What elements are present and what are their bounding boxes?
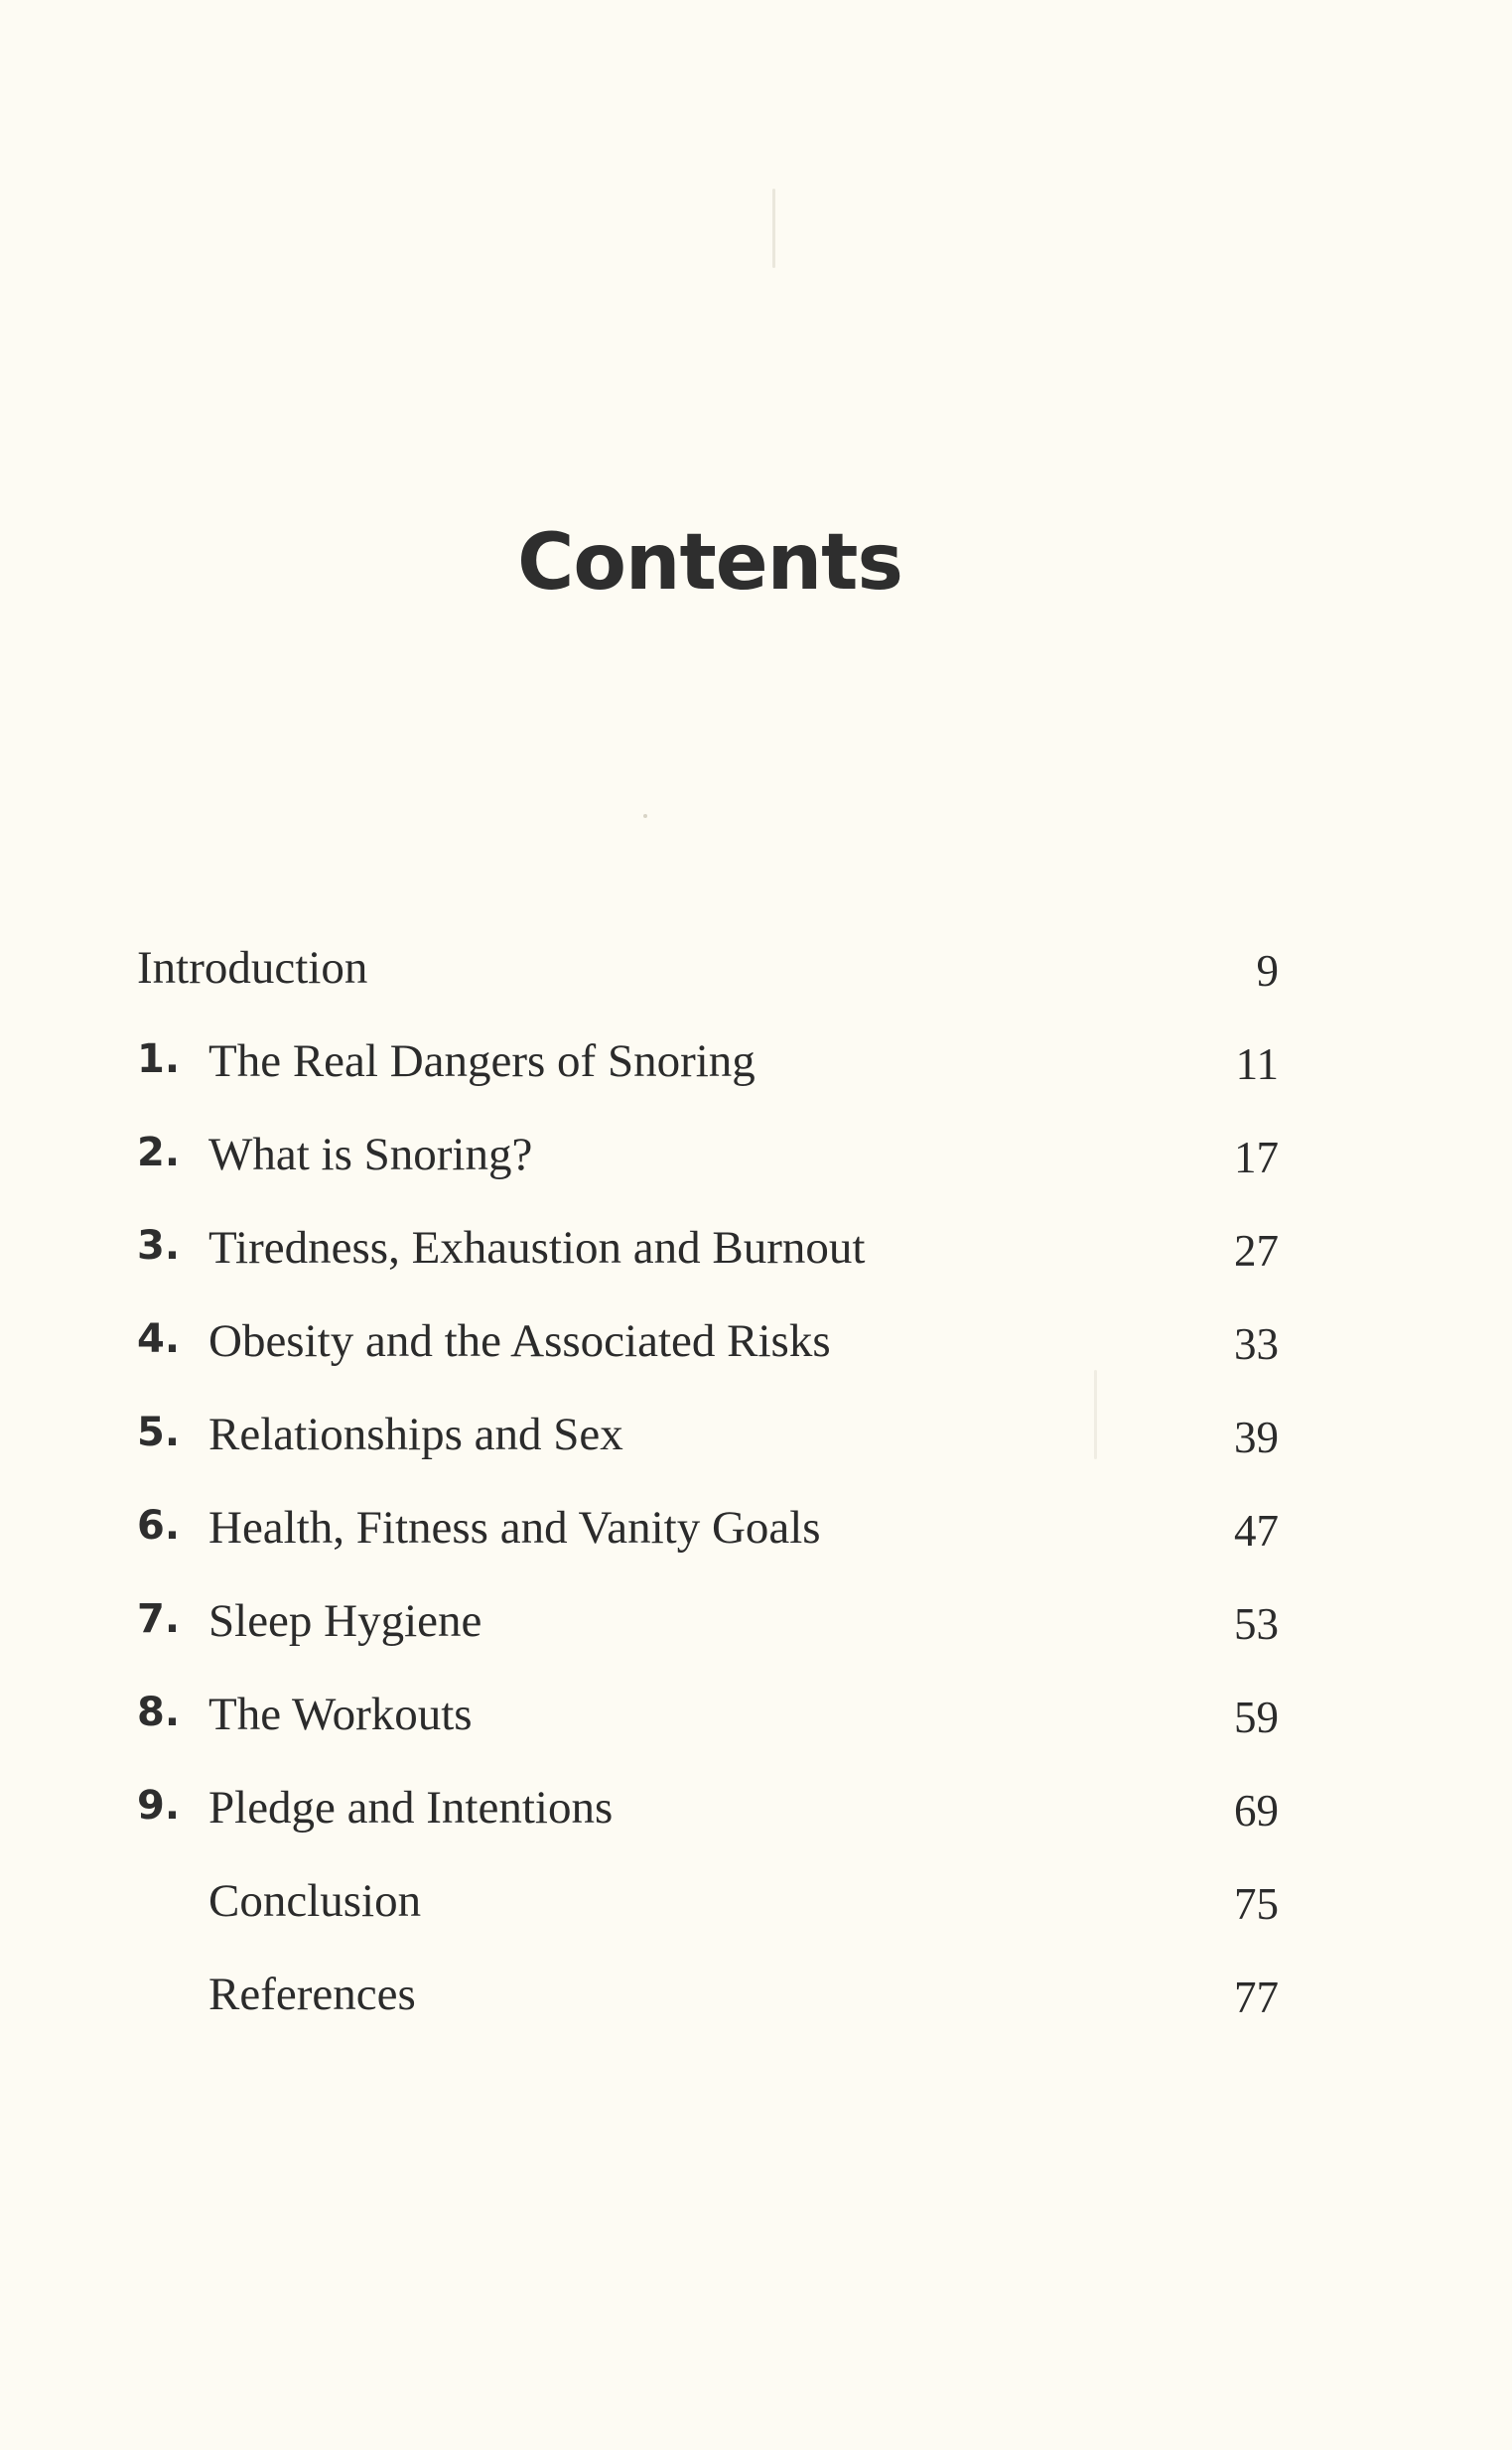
- toc-entry-references[interactable]: [137, 1960, 1279, 2053]
- toc-entry-label: References: [208, 1969, 416, 2020]
- toc-page-number: 77: [1234, 1973, 1279, 2022]
- toc-chapter-number: 5.: [137, 1410, 181, 1455]
- toc-entry-label: Relationships and Sex: [208, 1409, 623, 1460]
- toc-chapter-number: 8.: [137, 1690, 181, 1735]
- toc-chapter-number: 7.: [137, 1596, 181, 1642]
- toc-entry-conclusion[interactable]: [137, 1866, 1279, 1960]
- toc-entry-label: Health, Fitness and Vanity Goals: [208, 1502, 821, 1554]
- toc-entry-label: Conclusion: [208, 1875, 422, 1927]
- toc-page-number: 27: [1234, 1226, 1279, 1276]
- toc-chapter-number: 4.: [137, 1316, 181, 1362]
- toc-entry-chapter-8[interactable]: [137, 1680, 1279, 1773]
- toc-entry-label: Tiredness, Exhaustion and Burnout: [208, 1222, 866, 1274]
- toc-entry-chapter-4[interactable]: [137, 1306, 1279, 1400]
- toc-page-number: 59: [1234, 1693, 1279, 1742]
- toc-chapter-number: 1.: [137, 1036, 181, 1082]
- paper-speck: [643, 814, 647, 818]
- toc-page-number: 33: [1234, 1319, 1279, 1369]
- table-of-contents: [137, 933, 1279, 2053]
- toc-page-number: 75: [1234, 1879, 1279, 1929]
- toc-page-number: 47: [1234, 1506, 1279, 1556]
- toc-entry-chapter-2[interactable]: [137, 1120, 1279, 1213]
- toc-page-number: 17: [1234, 1133, 1279, 1182]
- toc-chapter-number: 3.: [137, 1223, 181, 1269]
- toc-entry-chapter-3[interactable]: [137, 1213, 1279, 1306]
- toc-entry-label: What is Snoring?: [208, 1129, 533, 1180]
- toc-chapter-number: 9.: [137, 1783, 181, 1829]
- toc-page-number: 11: [1235, 1039, 1279, 1089]
- toc-entry-label: The Workouts: [208, 1689, 473, 1740]
- toc-entry-label: Obesity and the Associated Risks: [208, 1315, 831, 1367]
- toc-entry-chapter-5[interactable]: [137, 1400, 1279, 1493]
- toc-entry-chapter-6[interactable]: [137, 1493, 1279, 1586]
- toc-entry-label: Introduction: [137, 942, 368, 994]
- toc-page-number: 39: [1234, 1413, 1279, 1462]
- toc-entry-label: The Real Dangers of Snoring: [208, 1035, 756, 1087]
- toc-entry-chapter-7[interactable]: [137, 1586, 1279, 1680]
- toc-page-number: 69: [1234, 1786, 1279, 1836]
- toc-page-number: 9: [1256, 946, 1279, 996]
- toc-page-number: 53: [1234, 1599, 1279, 1649]
- paper-speck: [772, 189, 775, 268]
- toc-entry-chapter-1[interactable]: [137, 1026, 1279, 1120]
- toc-entry-introduction[interactable]: [137, 933, 1279, 1026]
- toc-entry-label: Sleep Hygiene: [208, 1595, 482, 1647]
- toc-entry-label: Pledge and Intentions: [208, 1782, 614, 1834]
- toc-entry-chapter-9[interactable]: [137, 1773, 1279, 1866]
- page-title: Contents: [517, 518, 902, 609]
- toc-chapter-number: 2.: [137, 1130, 181, 1175]
- toc-chapter-number: 6.: [137, 1503, 181, 1549]
